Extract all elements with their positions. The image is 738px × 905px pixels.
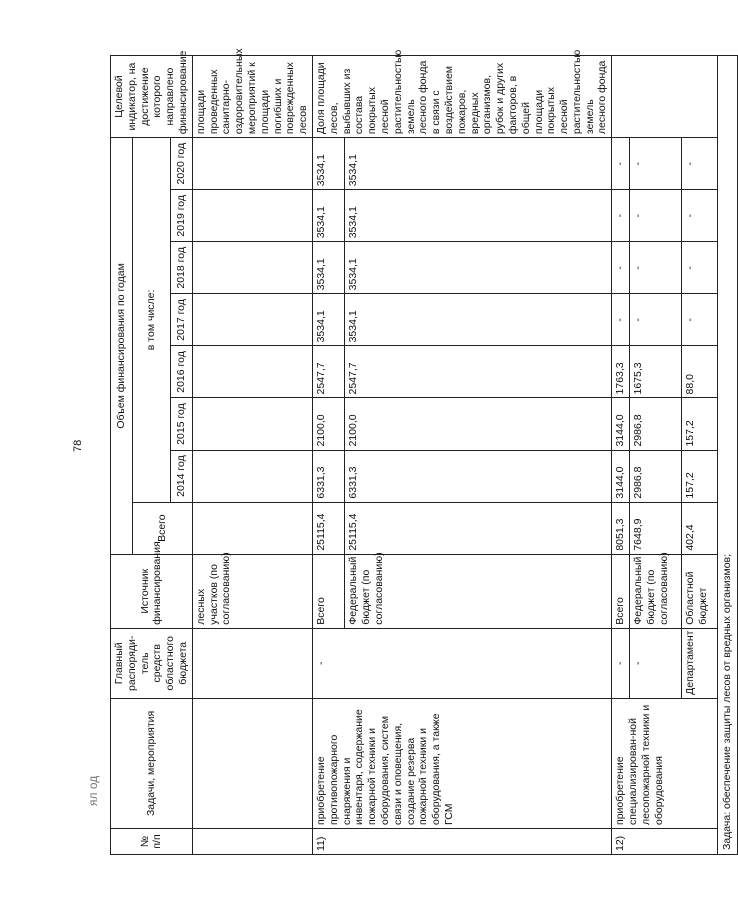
item12-admin: - xyxy=(630,628,682,698)
item12-target xyxy=(612,56,718,138)
header-num: № п/п xyxy=(111,828,193,854)
corner-mark: ял од xyxy=(86,775,100,806)
item12-source: Федеральный бюджет (по согласованию) xyxy=(630,554,682,628)
header-year-2015: 2015 год xyxy=(170,398,192,450)
item11-2019: 3534,1 xyxy=(312,190,345,242)
item11-2014: 6331,3 xyxy=(312,450,345,502)
item11-target: Доля площади лесов, выбывших из состава покрытых лесной растительностью земель лесного фонда в связи с воздействием пожаров, вредных организмов, рубок и других факторов, в общей площади покрытых лесной растительностью земель лесного фонда xyxy=(312,56,611,138)
item11-source: Федеральный бюджет (по согласованию) xyxy=(345,554,612,628)
item12-2015: 3144,0 xyxy=(612,398,630,450)
item11-2015: 2100,0 xyxy=(312,398,345,450)
header-task: Задачи, мероприятия xyxy=(111,698,193,828)
item11-2017: 3534,1 xyxy=(345,294,612,346)
header-including: в том числе: xyxy=(133,138,171,502)
item11-2017: 3534,1 xyxy=(312,294,345,346)
item12-2017: - xyxy=(630,294,682,346)
table-row xyxy=(612,56,630,855)
header-volume: Объем финансирования по годам xyxy=(111,138,133,555)
item12-2018: - xyxy=(682,242,718,294)
item12-2016: 1763,3 xyxy=(612,346,630,398)
table-row xyxy=(192,56,312,855)
item12-2019: - xyxy=(630,190,682,242)
item12-total: 7648,9 xyxy=(630,502,682,554)
header-year-2019: 2019 год xyxy=(170,190,192,242)
item12-2016: 1675,3 xyxy=(630,346,682,398)
header-year-2018: 2018 год xyxy=(170,242,192,294)
item11-total: 25115,4 xyxy=(312,502,345,554)
item12-2020: - xyxy=(630,138,682,190)
header-target: Целевой индикатор, на достижение которого направлено финансирование xyxy=(111,56,193,138)
item12-total: 8051,3 xyxy=(612,502,630,554)
item11-source: Всего xyxy=(312,554,345,628)
header-year-2016: 2016 год xyxy=(170,346,192,398)
financing-table xyxy=(110,48,738,855)
header-year-2014: 2014 год xyxy=(170,450,192,502)
item12-2016: 88,0 xyxy=(682,346,718,398)
item11-2015: 2100,0 xyxy=(345,398,612,450)
item12-num: 12) xyxy=(612,828,718,854)
item11-num: 11) xyxy=(312,828,611,854)
item12-total: 402,4 xyxy=(682,502,718,554)
item12-task: приобретение специализирован-ной лесопожарной техники и оборудования xyxy=(612,698,718,828)
item12-2019: - xyxy=(682,190,718,242)
header-total: Всего xyxy=(133,502,193,554)
header-year-2017: 2017 год xyxy=(170,294,192,346)
item11-2016: 2547,7 xyxy=(345,346,612,398)
table-row xyxy=(312,56,345,855)
item12-2017: - xyxy=(612,294,630,346)
item12-2014: 3144,0 xyxy=(612,450,630,502)
item12-source: Всего xyxy=(612,554,630,628)
rotated-table-page xyxy=(110,48,734,855)
item12-2018: - xyxy=(612,242,630,294)
item11-task: приобретение противопожарного снаряжения и инвентаря, содержание пожарной техники и оборудования, систем связи и оповещения, создание резерва пожарной техники и оборудования, а также ГСМ xyxy=(312,698,611,828)
item11-total: 25115,4 xyxy=(345,502,612,554)
item11-2014: 6331,3 xyxy=(345,450,612,502)
item12-2015: 157,2 xyxy=(682,398,718,450)
item11-2018: 3534,1 xyxy=(312,242,345,294)
item11-2016: 2547,7 xyxy=(312,346,345,398)
item12-source: Областной бюджет xyxy=(682,554,718,628)
table-row xyxy=(718,56,738,855)
header-year-2020: 2020 год xyxy=(170,138,192,190)
item12-2020: - xyxy=(612,138,630,190)
item12-admin: - xyxy=(612,628,630,698)
item12-admin: Департамент xyxy=(682,628,718,698)
item11-admin: - xyxy=(312,628,611,698)
item11-2019: 3534,1 xyxy=(345,190,612,242)
item11-2020: 3534,1 xyxy=(312,138,345,190)
item12-2014: 2986,8 xyxy=(630,450,682,502)
item12-2020: - xyxy=(682,138,718,190)
task-line: Задача: обеспечение защиты лесов от вредных организмов; xyxy=(718,56,738,855)
item12-2019: - xyxy=(612,190,630,242)
item12-2014: 157,2 xyxy=(682,450,718,502)
continuation-target: площади проведенных санитарно-оздоровительных мероприятий к площади погибших и поврежденных лесов xyxy=(192,56,312,138)
item11-2018: 3534,1 xyxy=(345,242,612,294)
item12-2015: 2986,8 xyxy=(630,398,682,450)
continuation-source: лесных участков (по согласованию) xyxy=(192,554,312,628)
item11-2020: 3534,1 xyxy=(345,138,612,190)
item12-2018: - xyxy=(630,242,682,294)
page-number: 78 xyxy=(72,439,84,452)
header-admin: Главный распоряди-тель средств областного бюджета xyxy=(111,628,193,698)
header-source: Источник финансирования xyxy=(111,554,193,628)
item12-2017: - xyxy=(682,294,718,346)
